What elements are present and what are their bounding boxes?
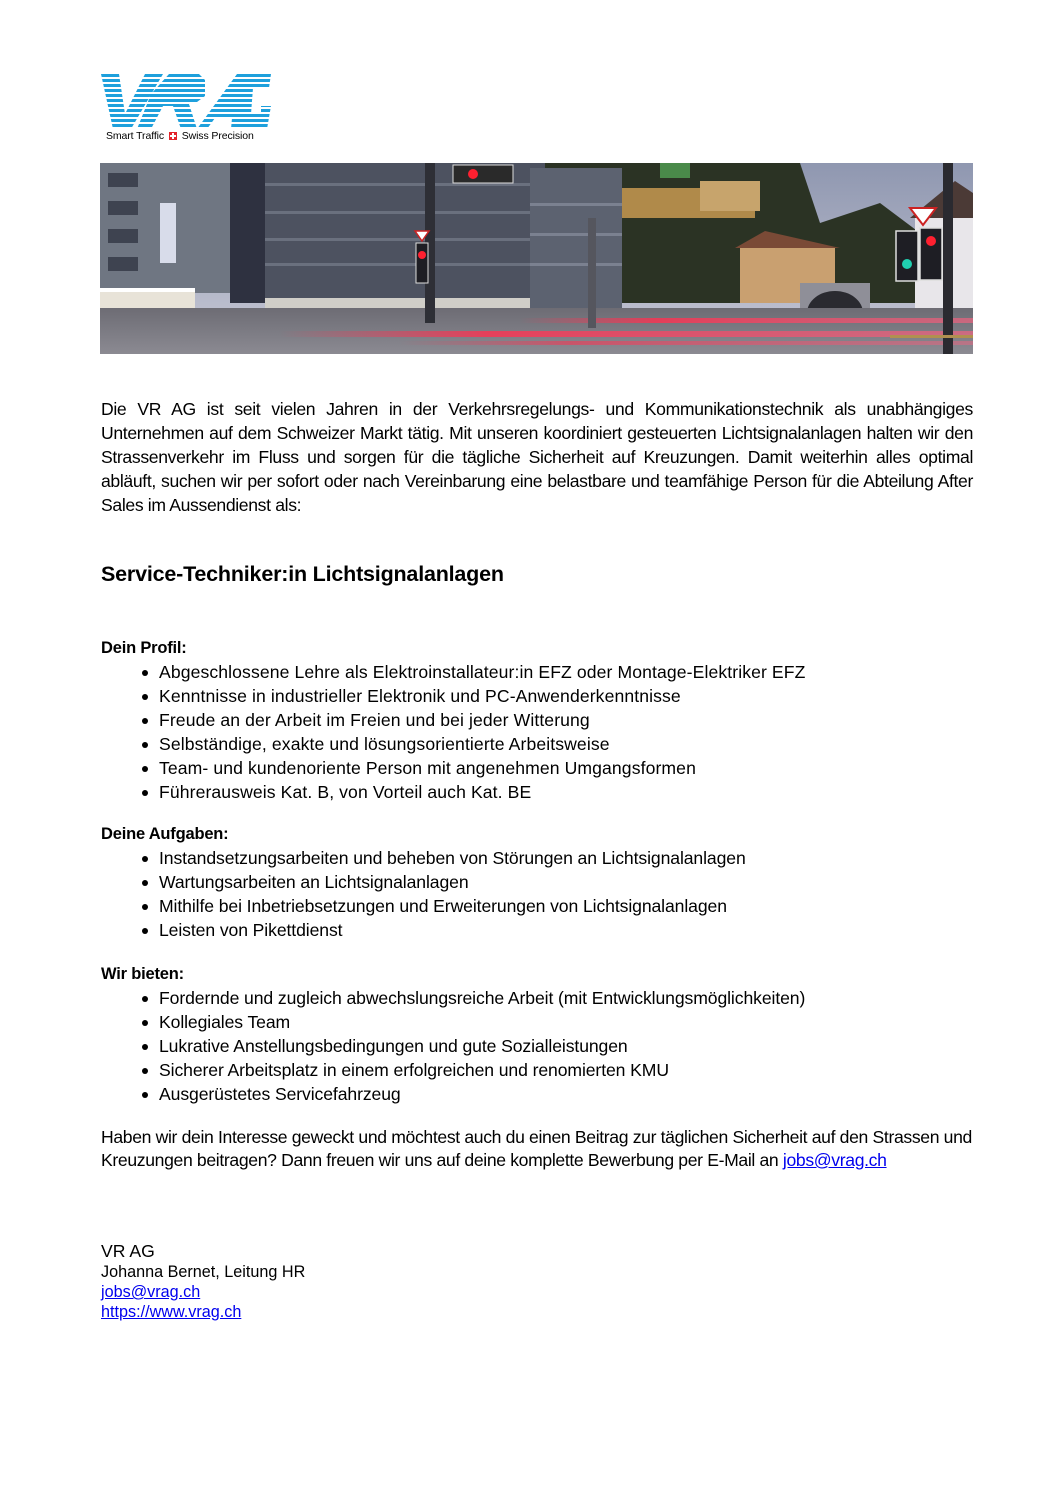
- bullet-icon: [142, 996, 148, 1002]
- email-link[interactable]: jobs@vrag.ch: [782, 1150, 887, 1170]
- list-item: [101, 846, 973, 870]
- section-bieten: [101, 962, 973, 1106]
- signature-contact: Johanna Bernet, Leitung HR: [101, 1263, 306, 1281]
- signature-website-link[interactable]: https://www.vrag.ch: [101, 1303, 242, 1321]
- bullet-icon: [142, 1092, 148, 1098]
- logo-tagline: [106, 130, 254, 142]
- logo-stripe: [101, 89, 271, 92]
- logo-stripe: [101, 109, 271, 112]
- list-item-text: Abgeschlossene Lehre als Elektroinstallateur:in EFZ oder Montage-Elektriker EFZ: [159, 662, 806, 682]
- list-item: [101, 894, 973, 918]
- bullet-icon: [142, 928, 148, 934]
- list-item-text: Wartungsarbeiten an Lichtsignalanlagen: [159, 872, 469, 892]
- bullet-icon: [142, 1068, 148, 1074]
- closing-text: Haben wir dein Interesse geweckt und möchtest auch du einen Beitrag zur täglichen Sicherheit auf den Strassen und Kreuzungen beitragen? Dann freuen wir uns auf deine komplette Bewerbung per E-Mail an: [101, 1127, 972, 1170]
- vr-ag-logo-icon: [101, 74, 271, 130]
- list-item-text: Selbständige, exakte und lösungsorientierte Arbeitsweise: [159, 734, 610, 754]
- bullet-icon: [142, 904, 148, 910]
- bullet-icon: [142, 1020, 148, 1026]
- street-photo-image: [100, 163, 973, 354]
- bullet-icon: [142, 694, 148, 700]
- list-item: [101, 870, 973, 894]
- list-item: [101, 918, 973, 942]
- list-item: [101, 1082, 973, 1106]
- list-item: [101, 660, 973, 684]
- list-item-text: Ausgerüstetes Servicefahrzeug: [159, 1084, 401, 1104]
- bullet-icon: [142, 880, 148, 886]
- section-heading: Dein Profil:: [101, 639, 187, 657]
- section-profil: [101, 636, 973, 804]
- logo-stripe: [101, 124, 271, 127]
- list-item-text: Lukrative Anstellungsbedingungen und gute Sozialleistungen: [159, 1036, 628, 1056]
- bullet-icon: [142, 766, 148, 772]
- list-item-text: Team- und kundenoriente Person mit angenehmen Umgangsformen: [159, 758, 696, 778]
- list-item: [101, 684, 973, 708]
- tagline-left: Smart Traffic: [106, 130, 165, 142]
- section-heading: Deine Aufgaben:: [101, 825, 229, 843]
- list-item: [101, 986, 973, 1010]
- logo-stripe: [101, 94, 271, 97]
- list-item-text: Führerausweis Kat. B, von Vorteil auch Kat. BE: [159, 782, 532, 802]
- signature-company: VR AG: [101, 1241, 155, 1261]
- signature-email-link[interactable]: jobs@vrag.ch: [101, 1283, 201, 1301]
- bullet-icon: [142, 670, 148, 676]
- bullet-icon: [142, 856, 148, 862]
- list-item-text: Mithilfe bei Inbetriebsetzungen und Erweiterungen von Lichtsignalanlagen: [159, 896, 727, 916]
- bullet-icon: [142, 790, 148, 796]
- list-item-text: Instandsetzungsarbeiten und beheben von Störungen an Lichtsignalanlagen: [159, 848, 746, 868]
- list-item-text: Leisten von Pikettdienst: [159, 920, 343, 940]
- signature-block: [101, 1240, 305, 1322]
- bullet-icon: [142, 1044, 148, 1050]
- section-aufgaben: [101, 822, 973, 942]
- list-item: [101, 780, 973, 804]
- company-logo: [101, 74, 271, 144]
- swiss-flag-icon: [169, 132, 177, 140]
- bullet-icon: [142, 742, 148, 748]
- list-item-text: Freude an der Arbeit im Freien und bei jeder Witterung: [159, 710, 590, 730]
- banner-photo: [100, 163, 973, 354]
- list-item: [101, 1010, 973, 1034]
- bieten-list: [101, 986, 973, 1106]
- list-item-text: Fordernde und zugleich abwechslungsreiche Arbeit (mit Entwicklungsmöglichkeiten): [159, 988, 806, 1008]
- intro-paragraph: Die VR AG ist seit vielen Jahren in der Verkehrsregelungs- und Kommunikationstechnik als unabhängiges Unternehmen auf dem Schweizer Markt tätig. Mit unseren koordiniert gesteuerten Lichtsignalanlagen halten wir den Strassenverkehr im Fluss und sorgen für die tägliche Sicherheit auf Kreuzungen. Damit weiterhin alles optimal abläuft, suchen wir per sofort oder nach Vereinbarung eine belastbare und teamfähige Person für die Abteilung After Sales im Aussendienst als:: [101, 399, 973, 515]
- list-item-text: Kenntnisse in industrieller Elektronik und PC-Anwenderkenntnisse: [159, 686, 681, 706]
- logo-stripe: [101, 114, 271, 117]
- profil-list: [101, 660, 973, 804]
- job-title: Service-Techniker:in Lichtsignalanlagen: [101, 562, 504, 586]
- list-item: [101, 756, 973, 780]
- logo-stripe: [101, 99, 271, 102]
- logo-stripe: [101, 84, 271, 87]
- list-item-text: Sicherer Arbeitsplatz in einem erfolgreichen und renomierten KMU: [159, 1060, 669, 1080]
- tagline-right: Swiss Precision: [181, 130, 254, 142]
- section-heading: Wir bieten:: [101, 965, 184, 983]
- logo-stripe: [101, 74, 271, 77]
- bullet-icon: [142, 718, 148, 724]
- list-item-text: Kollegiales Team: [159, 1012, 291, 1032]
- aufgaben-list: [101, 846, 973, 942]
- logo-stripe: [101, 119, 271, 122]
- logo-stripe: [101, 104, 271, 107]
- list-item: [101, 732, 973, 756]
- list-item: [101, 1058, 973, 1082]
- list-item: [101, 708, 973, 732]
- closing-paragraph: [101, 1126, 973, 1172]
- list-item: [101, 1034, 973, 1058]
- logo-stripe: [101, 79, 271, 82]
